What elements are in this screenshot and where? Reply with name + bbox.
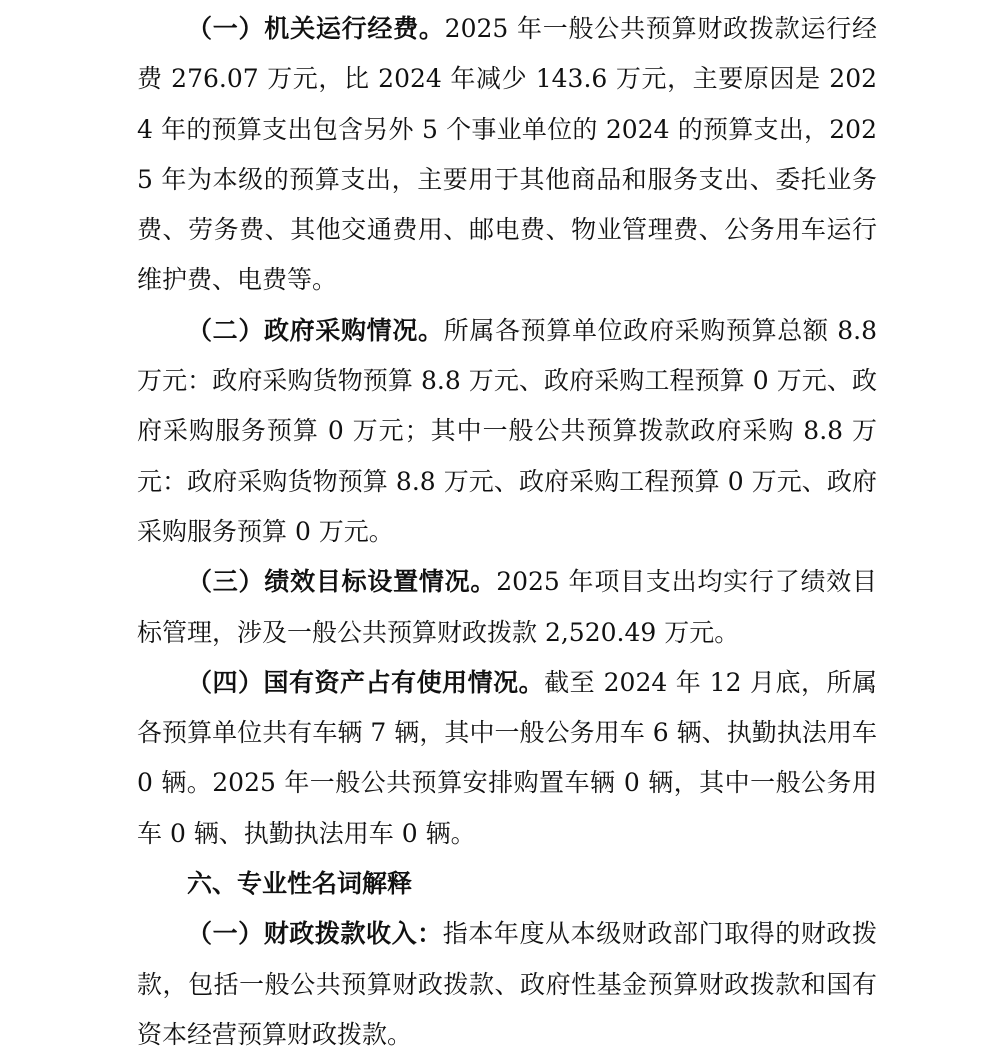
paragraph-lead: （一）财政拨款收入： (187, 919, 443, 949)
document-page (137, 0, 877, 1060)
paragraph-performance-targets (137, 557, 877, 658)
paragraph-definition-fiscal-allocation (137, 909, 877, 1060)
paragraph-operating-expenses (137, 4, 877, 306)
paragraph-body: 指本年度从本级财政部门取得的财政拨款，包括一般公共预算财政拨款、政府性基金预算财政拨款和国有资本经营预算财政拨款。 (137, 919, 877, 1049)
paragraph-body: 2025 年一般公共预算财政拨款运行经费 276.07 万元，比 2024 年减少 143.6 万元，主要原因是 2024 年的预算支出包含另外 5 个事业单位的 2024 的预算支出，2025 年为本级的预算支出，主要用于其他商品和服务支出、委托业务费、劳务费、其他交通费用、邮电费、物业管理费、公务用车运行维护费、电费等。 (137, 14, 877, 295)
section-heading: 六、专业性名词解释 (187, 869, 413, 899)
paragraph-government-procurement (137, 306, 877, 557)
paragraph-state-assets (137, 658, 877, 859)
paragraph-lead: （二）政府采购情况。 (187, 315, 444, 345)
paragraph-body: 所属各预算单位政府采购预算总额 8.8 万元：政府采购货物预算 8.8 万元、政府采购工程预算 0 万元、政府采购服务预算 0 万元；其中一般公共预算拨款政府采购 8.8 万元：政府采购货物预算 8.8 万元、政府采购工程预算 0 万元、政府采购服务预算 0 万元。 (137, 315, 877, 546)
paragraph-lead: （一）机关运行经费。 (187, 14, 445, 43)
paragraph-body: 2025 年项目支出均实行了绩效目标管理，涉及一般公共预算财政拨款 2,520.49 万元。 (137, 567, 877, 647)
paragraph-body: 截至 2024 年 12 月底，所属各预算单位共有车辆 7 辆，其中一般公务用车 6 辆、执勤执法用车 0 辆。2025 年一般公共预算安排购置车辆 0 辆，其中一般公务用车 0 辆、执勤执法用车 0 辆。 (137, 667, 877, 848)
paragraph-lead: （四）国有资产占有使用情况。 (187, 667, 545, 697)
paragraph-lead: （三）绩效目标设置情况。 (187, 567, 497, 597)
